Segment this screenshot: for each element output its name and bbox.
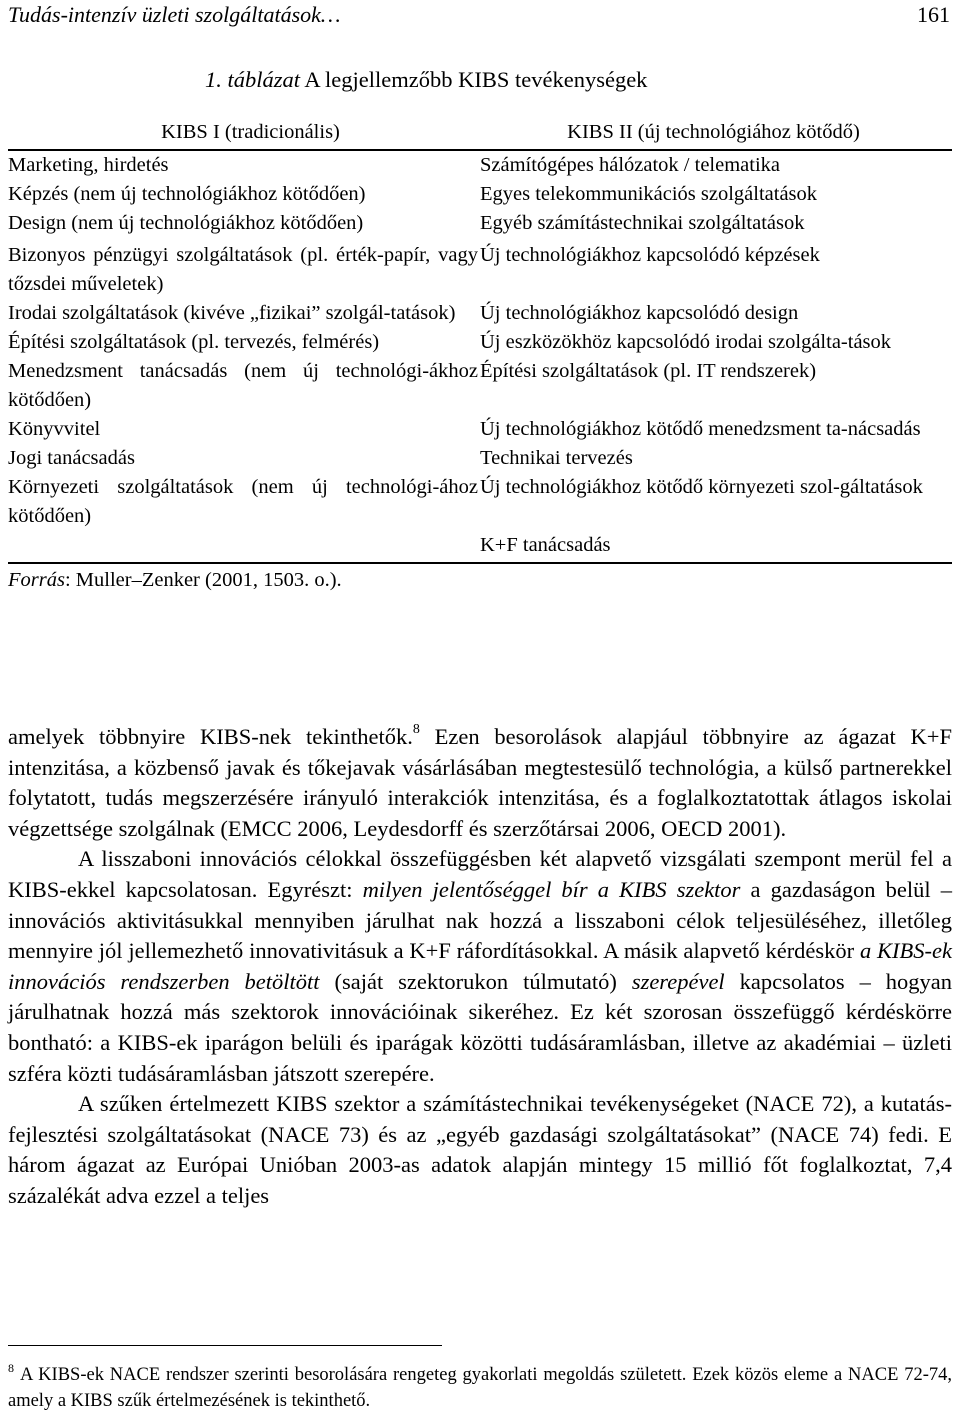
table-cell: Egyes telekommunikációs szolgáltatások: [480, 183, 818, 205]
kibs-table: [8, 118, 952, 595]
paragraph-1-part: Ezen besorolások alapjául többnyire az ágazat K+F intenzitása, a közbenső javak és tőkejavak vásárlásában megtestesülő technológia, a külső partnerekkel folytatott, tudás megszerzésére irányuló interakciók intenzitása, és a foglalkoztatottak átlagos iskolai végzettsége szolgálnak (EMCC 2006, Leydesdorff és szerzőtársai 2006, OECD 2001).: [8, 724, 953, 841]
page-number: 161: [917, 2, 950, 27]
table-cell: Képzés (nem új technológiákhoz kötődően): [8, 183, 366, 205]
running-header: [8, 2, 950, 36]
body-text: [8, 722, 952, 1212]
table-row: [8, 444, 952, 473]
paragraph-2-emphasis: szerepével: [631, 968, 725, 994]
table-cell: Számítógépes hálózatok / telematika: [480, 154, 780, 176]
table-bottom-rule: [8, 562, 952, 564]
table-cell: Technikai tervezés: [480, 447, 633, 469]
table-row: [8, 357, 952, 415]
table-row: [8, 151, 952, 180]
table-cell: Építési szolgáltatások (pl. IT rendszerek): [480, 360, 817, 382]
source-label: Forrás: [8, 569, 65, 591]
footnote-number: 8: [8, 1361, 14, 1375]
table-cell: Marketing, hirdetés: [8, 154, 169, 176]
table-cell: K+F tanácsadás: [480, 534, 611, 556]
table-row: [8, 473, 952, 531]
table-cell: Design (nem új technológiákhoz kötődően): [8, 212, 364, 234]
table-cell: Építési szolgáltatások (pl. tervezés, felmérés): [8, 331, 380, 353]
table-cell: Új technológiákhoz kötődő környezeti szol-gáltatások: [480, 476, 923, 498]
paragraph-2-emphasis: a KIBS-ek innovációs rendszerben betöltött: [8, 938, 953, 994]
table-cell: Menedzsment tanácsadás (nem új technológi-ákhoz kötődően): [8, 360, 478, 411]
footnote-separator: [8, 1345, 442, 1346]
table-row: [8, 531, 952, 560]
table-row: [8, 241, 952, 299]
table-cell: Egyéb számítástechnikai szolgáltatások: [480, 212, 805, 234]
footnote: [8, 1362, 952, 1414]
table-row: [8, 415, 952, 444]
table-cell: Jogi tanácsadás: [8, 447, 135, 469]
table-cell: Környezeti szolgáltatások (nem új technológi-ához kötődően): [8, 476, 478, 527]
paragraph-2-part: A lisszaboni innovációs célokkal összefüggésben két alapvető vizsgálati szempont merül fel a KIBS-ekkel kapcsolatosan. Egyrészt:: [8, 846, 952, 902]
table-row: [8, 209, 952, 238]
footnote-ref: 8: [412, 722, 420, 737]
table-caption-text: A legjellemzőbb KIBS tevékenységek: [300, 67, 648, 92]
running-title: Tudás-intenzív üzleti szolgáltatások…: [8, 2, 341, 27]
paragraph-3: A szűken értelmezett KIBS szektor a számítástechnikai tevékenységeket (NACE 72), a kutatás-fejlesztési szolgáltatásokat (NACE 73) és az „egyéb gazdasági szolgáltatásokat” (NACE 74) fedi. E három ágazat az Európai Unióban 2003-as adatok alapján mintegy 15 millió főt foglalkoztat, 7,4 százalékát adva ezzel a teljes: [8, 1091, 952, 1208]
table-caption-number: 1. táblázat: [205, 67, 301, 92]
table-cell: Könyvvitel: [8, 418, 101, 440]
paragraph-2: [8, 844, 952, 1089]
table-row: [8, 180, 952, 209]
paragraph-2-emphasis: milyen jelentőséggel bír a KIBS szektor: [362, 876, 741, 902]
table-cell: Új technológiákhoz kapcsolódó design: [480, 302, 799, 324]
source-text: : Muller–Zenker (2001, 1503. o.).: [64, 569, 342, 591]
table-cell: Új technológiákhoz kapcsolódó képzések: [480, 244, 820, 266]
table-caption: [205, 67, 647, 93]
table-cell: Irodai szolgáltatások (kivéve „fizikai” szolgál-tatások): [8, 302, 456, 324]
table-cell: Új technológiákhoz kötődő menedzsment ta-nácsadás: [480, 418, 921, 440]
table-row: [8, 328, 952, 357]
table-cell: [8, 531, 480, 560]
footnote-text: A KIBS-ek NACE rendszer szerinti besorolására rengeteg gyakorlati megoldás született. Ezek közös eleme a NACE 72-74, amely a KIBS szűk értelmezésének is tekinthető.: [8, 1365, 952, 1411]
paragraph-1-part: amelyek többnyire KIBS-nek tekinthetők.: [8, 724, 413, 749]
column-header-kibs-2: KIBS II (új technológiához kötődő): [567, 121, 860, 143]
table-cell: Bizonyos pénzügyi szolgáltatások (pl. érték-papír, vagy tőzsdei műveletek): [8, 244, 478, 295]
paragraph-2-part: (saját szektorukon túlmutató): [319, 968, 632, 994]
paragraph-2-part: a gazdaságon belül – innovációs aktivitásukkal mennyiben járulhat nak hozzá a lisszaboni célok teljesüléséhez, illetőleg mennyire jól jellemezhető innovativitásuk a K+F ráfordításokkal. A másik alapvető kérdéskör: [8, 876, 952, 964]
table-source: [8, 566, 952, 595]
paragraph-1: [8, 722, 952, 844]
column-header-kibs-1: KIBS I (tradicionális): [161, 121, 340, 143]
paragraph-2-part: kapcsolatos – hogyan járulhatnak hozzá más szektorok innovációinak sikeréhez. Ez két szorosan összefüggő kérdéskörre bontható: a KIBS-ek iparágon belüli és iparágak közötti tudásáramlásban, illetve az akadémiai – üzleti szféra közti tudásáramlásban játszott szerepére.: [8, 968, 953, 1086]
table-row: [8, 299, 952, 328]
table-cell: Új eszközökhöz kapcsolódó irodai szolgálta-tások: [480, 331, 892, 353]
table-header-row: [8, 118, 952, 151]
